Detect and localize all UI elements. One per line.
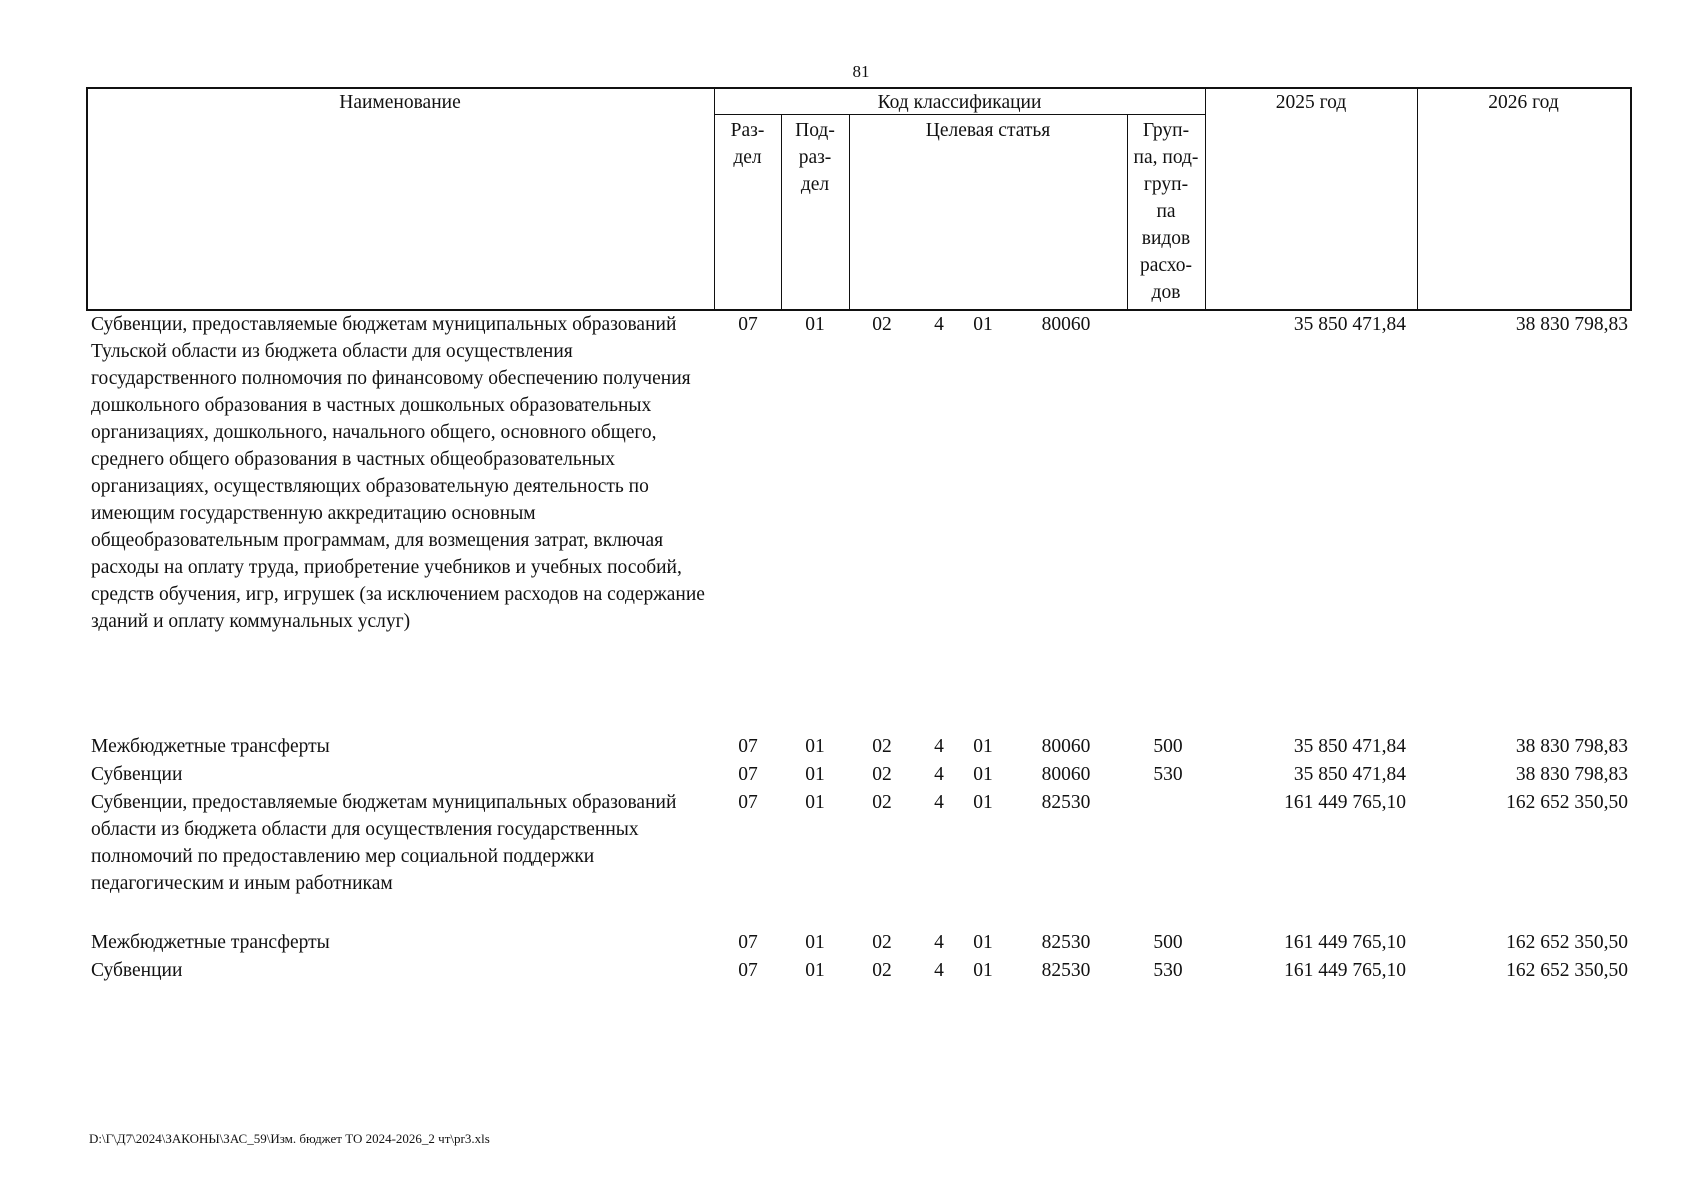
row-name: Субвенции — [91, 764, 183, 785]
cell-target-3: 01 — [973, 314, 993, 335]
cell-2026: 38 830 798,83 — [1515, 736, 1628, 757]
cell-podrazdel: 01 — [805, 792, 825, 813]
cell-target-2: 4 — [934, 314, 944, 335]
cell-2026: 38 830 798,83 — [1515, 764, 1628, 785]
cell-expense-group: 530 — [1153, 960, 1183, 981]
header-subsection: Под- раз- дел — [795, 120, 835, 195]
cell-2025: 35 850 471,84 — [1293, 314, 1406, 335]
header-year-2026: 2026 год — [1488, 92, 1559, 113]
cell-target-1: 02 — [872, 932, 892, 953]
cell-2026: 162 652 350,50 — [1506, 932, 1628, 953]
row-name: Межбюджетные трансферты — [91, 932, 330, 953]
cell-podrazdel: 01 — [805, 932, 825, 953]
header-divider-group — [1205, 87, 1206, 311]
header-year-2025: 2025 год — [1275, 92, 1347, 113]
cell-expense-group: 530 — [1153, 764, 1183, 785]
header-target-item: Целевая статья — [925, 120, 1051, 141]
cell-target-3: 01 — [973, 960, 993, 981]
page-number: 81 — [852, 62, 870, 81]
cell-podrazdel: 01 — [805, 764, 825, 785]
cell-razdel: 07 — [738, 764, 758, 785]
cell-razdel: 07 — [738, 736, 758, 757]
cell-target-1: 02 — [872, 314, 892, 335]
row-name: Субвенции, предоставляемые бюджетам муниципальных образований Тульской области из бюджета области для осуществления государственного полномочия по финансовому обеспечению получения дошкольного образования в частных дошкольных образовательных организациях, дошкольного, начального общего, основного общего, среднего общего образования в частных общеобразовательных организациях, осуществляющих образовательную деятельность по имеющим государственную аккредитацию основным общеобразовательным программам, для возмещения затрат, включая расходы на оплату труда, приобретение учебников и учебных пособий, средств обучения, игр, игрушек (за исключением расходов на содержание зданий и оплату коммунальных услуг) — [91, 314, 705, 632]
cell-razdel: 07 — [738, 932, 758, 953]
cell-2026: 38 830 798,83 — [1515, 314, 1628, 335]
cell-target-4: 82530 — [1041, 960, 1091, 981]
cell-expense-group: 500 — [1153, 736, 1183, 757]
cell-2026: 162 652 350,50 — [1506, 960, 1628, 981]
cell-target-2: 4 — [934, 932, 944, 953]
footer-file-path: D:\Г\Д7\2024\ЗАКОНЫ\ЗАС_59\Изм. бюджет ТО 2024-2026_2 чт\pr3.xls — [89, 1131, 490, 1146]
cell-2025: 161 449 765,10 — [1284, 792, 1406, 813]
cell-target-4: 80060 — [1041, 764, 1091, 785]
cell-2025: 161 449 765,10 — [1284, 932, 1406, 953]
header-section: Раз- дел — [730, 120, 765, 168]
cell-razdel: 07 — [738, 314, 758, 335]
cell-target-2: 4 — [934, 960, 944, 981]
row-name: Субвенции, предоставляемые бюджетам муниципальных образований области из бюджета области для осуществления государственных полномочий по предоставлению мер социальной поддержки педагогическим и иным работникам — [91, 792, 677, 894]
header-divider-years — [1417, 87, 1418, 311]
cell-target-1: 02 — [872, 736, 892, 757]
table-header — [86, 87, 1632, 311]
cell-target-3: 01 — [973, 736, 993, 757]
cell-target-4: 80060 — [1041, 314, 1091, 335]
header-expense-group: Груп- па, под- груп- па видов расхо- дов — [1133, 120, 1199, 303]
row-name: Межбюджетные трансферты — [91, 736, 330, 757]
cell-2025: 35 850 471,84 — [1293, 736, 1406, 757]
header-left-border — [86, 87, 88, 311]
cell-target-3: 01 — [973, 932, 993, 953]
cell-target-3: 01 — [973, 764, 993, 785]
cell-razdel: 07 — [738, 960, 758, 981]
cell-podrazdel: 01 — [805, 314, 825, 335]
cell-expense-group: 500 — [1153, 932, 1183, 953]
cell-target-1: 02 — [872, 960, 892, 981]
header-name: Наименование — [339, 92, 461, 113]
cell-target-2: 4 — [934, 736, 944, 757]
cell-podrazdel: 01 — [805, 960, 825, 981]
cell-razdel: 07 — [738, 792, 758, 813]
cell-2025: 161 449 765,10 — [1284, 960, 1406, 981]
cell-2026: 162 652 350,50 — [1506, 792, 1628, 813]
cell-target-1: 02 — [872, 764, 892, 785]
cell-2025: 35 850 471,84 — [1293, 764, 1406, 785]
cell-target-4: 82530 — [1041, 792, 1091, 813]
header-right-border — [1630, 87, 1632, 311]
cell-target-1: 02 — [872, 792, 892, 813]
cell-target-4: 80060 — [1041, 736, 1091, 757]
cell-podrazdel: 01 — [805, 736, 825, 757]
cell-target-2: 4 — [934, 792, 944, 813]
cell-target-2: 4 — [934, 764, 944, 785]
row-name: Субвенции — [91, 960, 183, 981]
header-code-group: Код классификации — [877, 92, 1042, 113]
cell-target-4: 82530 — [1041, 932, 1091, 953]
cell-target-3: 01 — [973, 792, 993, 813]
